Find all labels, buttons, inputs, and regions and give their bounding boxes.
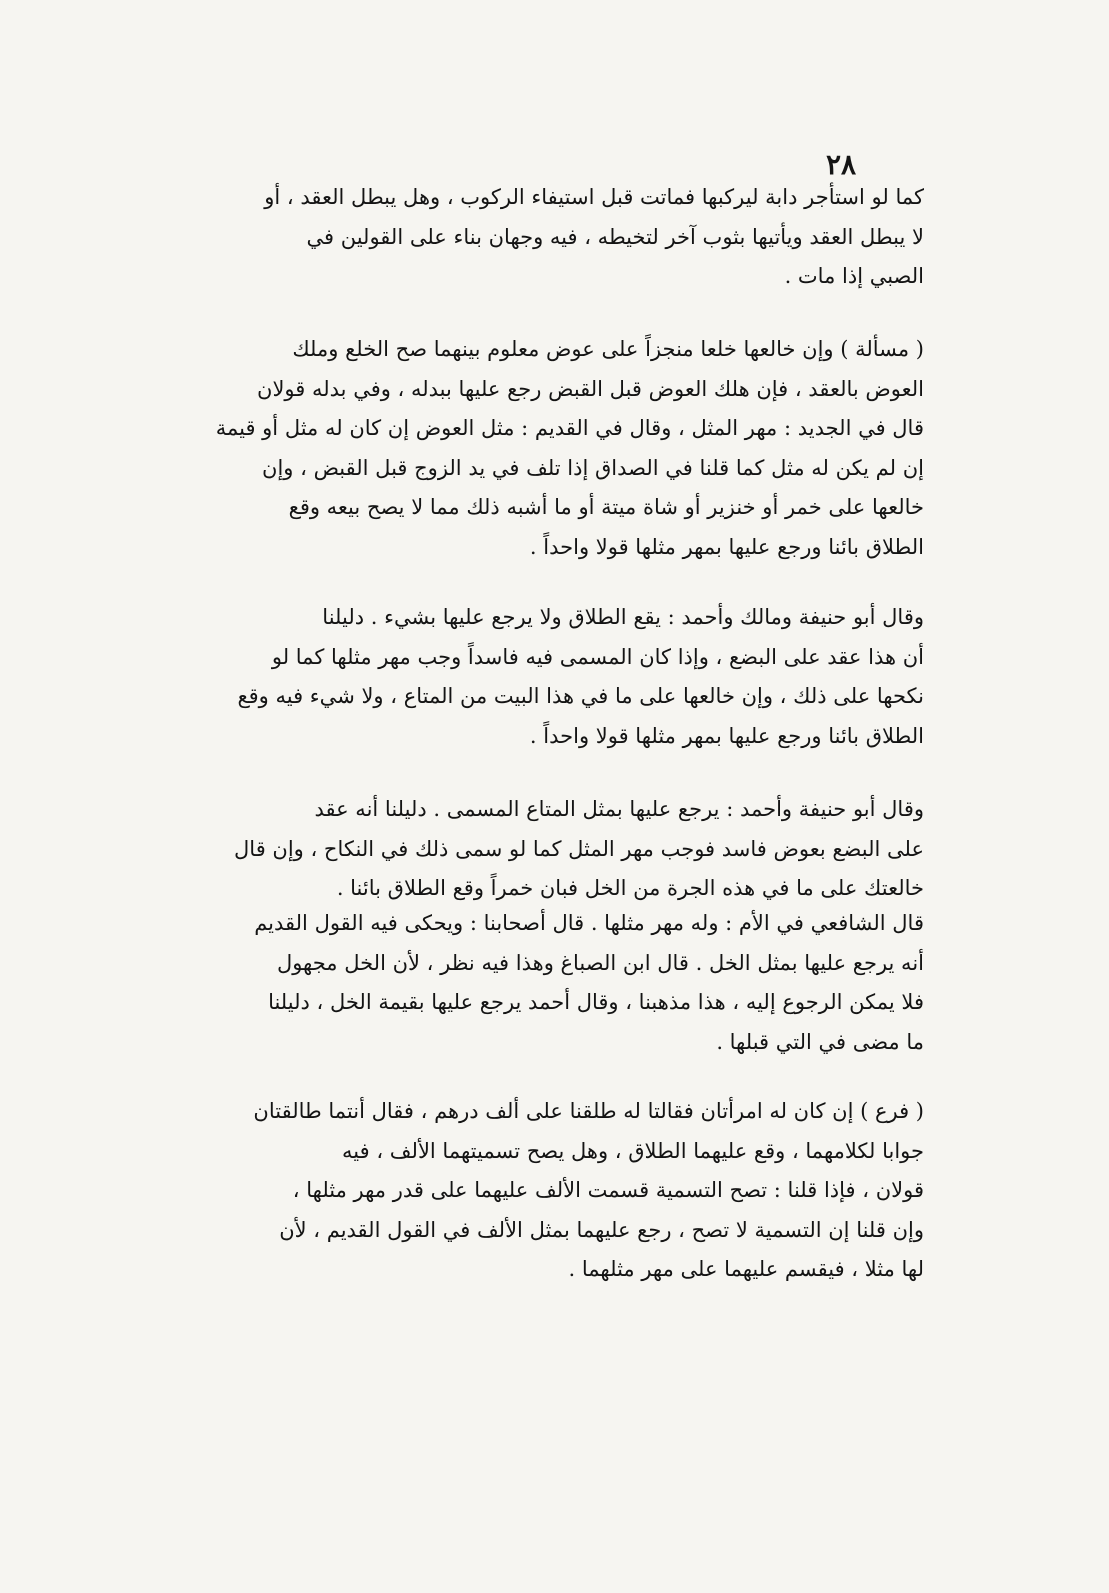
text-line: ما مضى في التي قبلها . — [716, 1029, 924, 1054]
text-line: لا يبطل العقد ويأتيها بثوب آخر لتخيطه ، فيه وجهان بناء على القولين في — [306, 224, 924, 249]
text-line: على البضع بعوض فاسد فوجب مهر المثل كما لو سمى ذلك في النكاح ، وإن قال — [234, 836, 924, 861]
text-line: العوض بالعقد ، فإن هلك العوض قبل القبض رجع عليها ببدله ، وفي بدله قولان — [257, 376, 924, 401]
text-line: نكحها على ذلك ، وإن خالعها على ما في هذا البيت من المتاع ، ولا شيء فيه وقع — [237, 684, 924, 708]
text-line: الطلاق بائنا ورجع عليها بمهر مثلها قولا واحداً . — [529, 534, 924, 559]
text-line: وقال أبو حنيفة وأحمد : يرجع عليها بمثل المتاع المسمى . دليلنا أنه عقد — [314, 797, 924, 821]
text-line: الصبي إذا مات . — [784, 264, 924, 288]
text-line: وقال أبو حنيفة ومالك وأحمد : يقع الطلاق ولا يرجع عليها بشيء . دليلنا — [322, 605, 924, 629]
text-line: أنه يرجع عليها بمثل الخل . قال ابن الصباغ وهذا فيه نظر ، لأن الخل مجهول — [276, 950, 924, 975]
text-line: قولان ، فإذا قلنا : تصح التسمية قسمت الألف عليهما على قدر مهر مثلها ، — [292, 1178, 924, 1202]
paragraph-abu-hanifa-2 — [189, 790, 924, 909]
text-line: أن هذا عقد على البضع ، وإذا كان المسمى فيه فاسداً وجب مهر مثلها كما لو — [271, 644, 924, 669]
text-line: ( مسألة ) وإن خالعها خلعا منجزاً على عوض معلوم بينهما صح الخلع وملك — [292, 337, 924, 361]
text-line: كما لو استأجر دابة ليركبها فماتت قبل استيفاء الركوب ، وهل يبطل العقد ، أو — [264, 185, 924, 209]
text-line: قال الشافعي في الأم : وله مهر مثلها . قال أصحابنا : ويحكى فيه القول القديم — [254, 911, 924, 935]
paragraph-continuation — [189, 178, 924, 297]
text-line: وإن قلنا إن التسمية لا تصح ، رجع عليهما بمثل الألف في القول القديم ، لأن — [279, 1217, 924, 1242]
text-line: خالعتك على ما في هذه الجرة من الخل فبان خمراً وقع الطلاق بائنا . — [336, 876, 924, 900]
paragraph-masala — [189, 330, 924, 567]
page-number: ٢٨ — [826, 148, 857, 181]
text-line: إن لم يكن له مثل كما قلنا في الصداق إذا تلف في يد الزوج قبل القبض ، وإن — [262, 455, 924, 480]
text-line: قال في الجديد : مهر المثل ، وقال في القديم : مثل العوض إن كان له مثل أو قيمة — [215, 416, 924, 440]
text-line: جوابا لكلامهما ، وقع عليهما الطلاق ، وهل يصح تسميتهما الألف ، فيه — [342, 1138, 924, 1163]
text-line: خالعها على خمر أو خنزير أو شاة ميتة أو ما أشبه ذلك مما لا يصح بيعه وقع — [288, 495, 924, 519]
paragraph-shafii — [189, 904, 924, 1062]
text-line: لها مثلا ، فيقسم عليهما على مهر مثلهما . — [568, 1257, 924, 1281]
paragraph-far — [189, 1092, 924, 1290]
text-line: ( فرع ) إن كان له امرأتان فقالتا له طلقنا على ألف درهم ، فقال أنتما طالقتان — [253, 1099, 924, 1123]
paragraph-abu-hanifa-1 — [189, 598, 924, 756]
text-line: الطلاق بائنا ورجع عليها بمهر مثلها قولا واحداً . — [529, 723, 924, 748]
text-line: فلا يمكن الرجوع إليه ، هذا مذهبنا ، وقال أحمد يرجع عليها بقيمة الخل ، دليلنا — [268, 990, 924, 1014]
